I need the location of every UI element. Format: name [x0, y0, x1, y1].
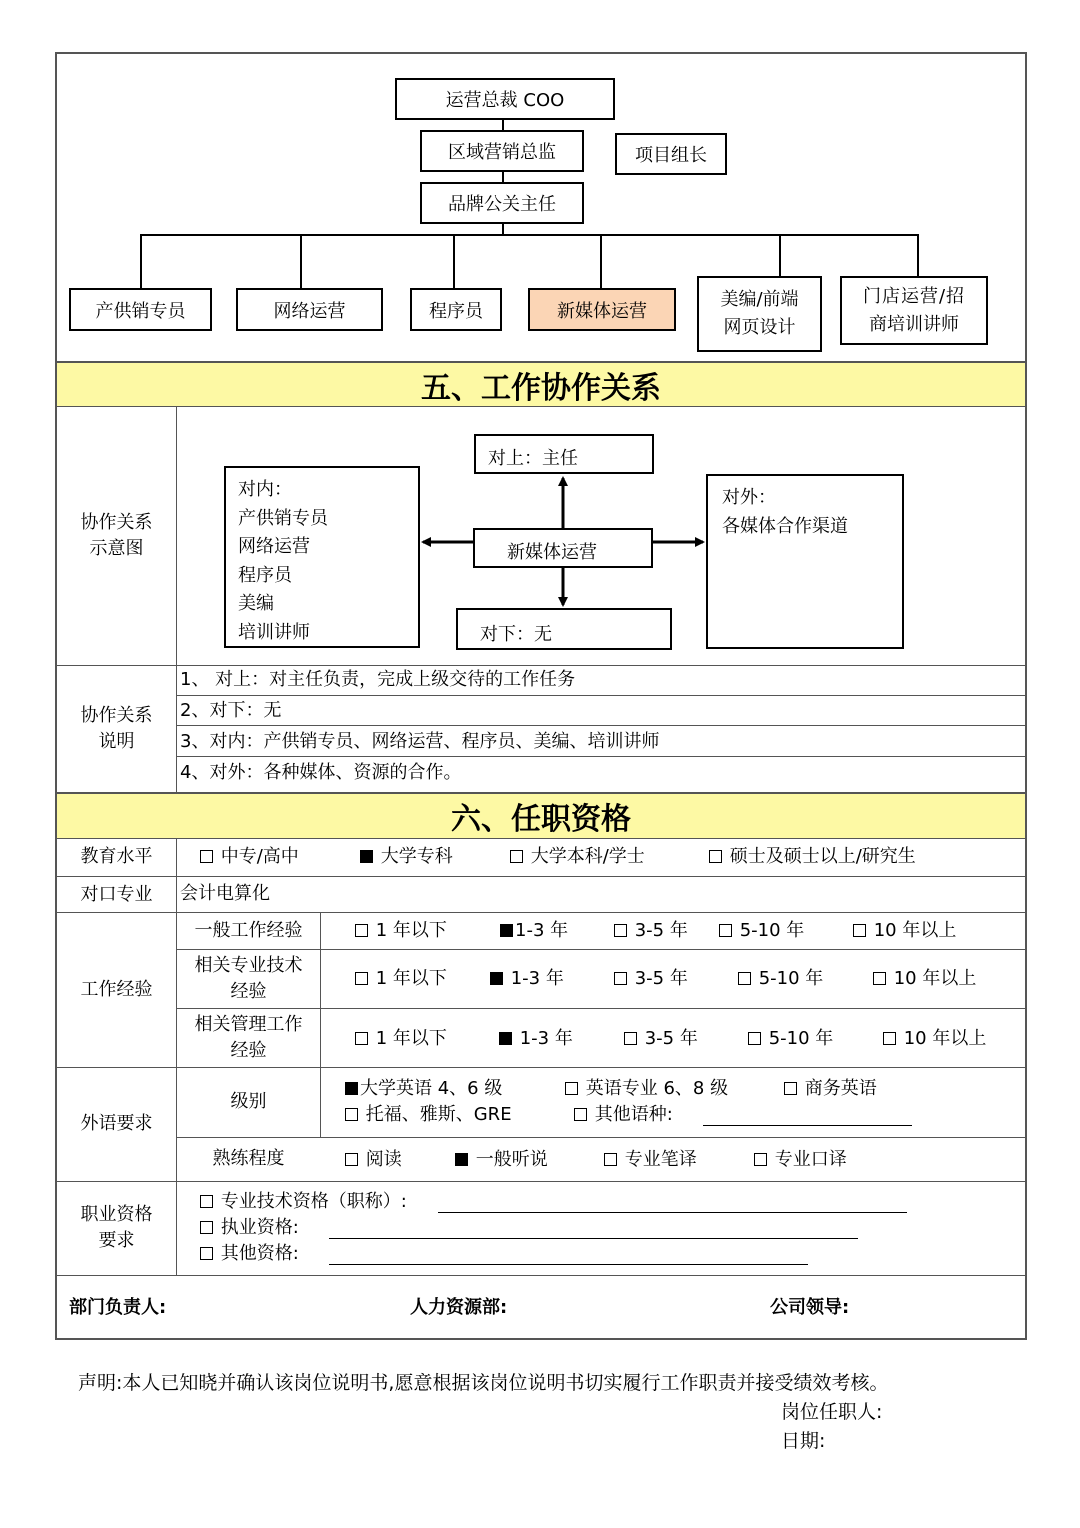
checkbox-icon[interactable] [510, 850, 523, 863]
checkbox-icon[interactable] [614, 972, 627, 985]
experience-option[interactable]: 10 年以上 [853, 920, 956, 942]
collab-internal-item: 美编 [238, 593, 274, 614]
checkbox-icon[interactable] [748, 1032, 761, 1045]
declaration-holder: 岗位任职人: [781, 1401, 883, 1423]
checkbox-icon[interactable] [614, 924, 627, 937]
org-node-network-ops-text: 网络运营 [273, 300, 346, 322]
org-node-coo-text: 运营总裁 COO [445, 90, 565, 111]
collab-external-item: 各媒体合作渠道 [722, 515, 848, 537]
divider [176, 756, 1027, 757]
experience-option[interactable]: 3-5 年 [614, 968, 688, 990]
language-proficiency-label: 熟练程度 [212, 1148, 285, 1169]
collab-external-title: 对外： [722, 487, 776, 508]
checkbox-icon[interactable] [200, 1195, 213, 1208]
description-row: 1、 对上：对主任负责，完成上级交待的工作任务 [180, 669, 576, 690]
education-label: 教育水平 [80, 846, 153, 867]
checkbox-icon[interactable] [604, 1153, 617, 1166]
checkbox-icon[interactable] [873, 972, 886, 985]
proficiency-option[interactable]: 专业口译 [754, 1149, 847, 1171]
experience-sublabel: 一般工作经验 [194, 919, 303, 941]
divider [55, 1275, 1027, 1276]
checkbox-icon[interactable] [709, 850, 722, 863]
qualification-blank[interactable] [329, 1238, 858, 1239]
major-value: 会计电算化 [180, 883, 270, 904]
education-option[interactable]: 中专/高中 [200, 846, 299, 868]
language-level-option[interactable]: 大学英语 4、6 级 [345, 1078, 502, 1100]
checkbox-icon[interactable] [200, 1221, 213, 1234]
collab-internal-item: 培训讲师 [238, 621, 310, 643]
description-label-line1: 协作关系 [80, 704, 153, 726]
checkbox-icon[interactable] [738, 972, 751, 985]
checkbox-checked-icon[interactable] [455, 1153, 468, 1166]
language-level-option[interactable]: 商务英语 [784, 1078, 877, 1100]
section-6-title [57, 794, 1025, 838]
language-label: 外语要求 [80, 1113, 153, 1134]
collab-internal-title: 对内： [238, 479, 292, 500]
sign-leader: 公司领导: [770, 1297, 850, 1318]
qualification-blank[interactable] [438, 1212, 907, 1213]
divider [55, 876, 1027, 877]
experience-option[interactable]: 1-3 年 [500, 920, 568, 942]
sign-dept-head: 部门负责人: [69, 1297, 167, 1318]
experience-option[interactable]: 3-5 年 [614, 920, 688, 942]
divider [55, 1181, 1027, 1182]
experience-option[interactable]: 5-10 年 [738, 968, 823, 990]
qualification-label: 职业资格 要求 [80, 1204, 153, 1251]
checkbox-icon[interactable] [853, 924, 866, 937]
collab-center-text: 新媒体运营 [507, 542, 597, 563]
checkbox-checked-icon[interactable] [345, 1082, 358, 1095]
org-node-store-line1: 门店运营/招 [862, 285, 966, 307]
other-language-blank[interactable] [703, 1125, 912, 1126]
sign-hr: 人力资源部: [410, 1297, 508, 1318]
checkbox-icon[interactable] [200, 1247, 213, 1260]
checkbox-icon[interactable] [754, 1153, 767, 1166]
divider [55, 838, 1027, 839]
checkbox-icon[interactable] [345, 1153, 358, 1166]
qualification-blank[interactable] [329, 1264, 808, 1265]
proficiency-option[interactable]: 阅读 [345, 1149, 402, 1171]
experience-option[interactable]: 1-3 年 [490, 968, 564, 990]
section-6-title-text: 六、任职资格 [451, 802, 631, 837]
qualification-option[interactable]: 其他资格: [200, 1243, 299, 1265]
checkbox-icon[interactable] [719, 924, 732, 937]
divider [176, 725, 1027, 726]
checkbox-icon[interactable] [200, 850, 213, 863]
description-label-line2: 说明 [98, 730, 135, 752]
diagram-label-line1: 协作关系 [80, 511, 153, 533]
proficiency-option[interactable]: 一般听说 [455, 1149, 548, 1171]
org-node-programmer-text: 程序员 [429, 300, 483, 322]
org-node-designer-line2: 网页设计 [723, 317, 796, 338]
checkbox-icon[interactable] [784, 1082, 797, 1095]
checkbox-checked-icon[interactable] [360, 850, 373, 863]
divider [55, 665, 1027, 666]
description-row: 2、对下：无 [180, 700, 282, 721]
checkbox-icon[interactable] [565, 1082, 578, 1095]
checkbox-icon[interactable] [355, 924, 368, 937]
checkbox-icon[interactable] [355, 972, 368, 985]
experience-option[interactable]: 1 年以下 [355, 968, 447, 990]
qualification-option[interactable]: 执业资格: [200, 1217, 299, 1239]
collab-internal-item: 产供销专员 [238, 507, 328, 529]
education-option[interactable]: 大学本科/学士 [510, 846, 645, 868]
experience-sublabel: 相关管理工作 经验 [194, 1013, 303, 1061]
checkbox-icon[interactable] [624, 1032, 637, 1045]
qualification-option[interactable]: 专业技术资格（职称）: [200, 1191, 407, 1213]
experience-option[interactable]: 5-10 年 [719, 920, 804, 942]
education-option[interactable]: 大学专科 [360, 846, 453, 868]
org-node-brand-pr-text: 品牌公关主任 [448, 194, 556, 215]
divider [176, 695, 1027, 696]
description-label [57, 665, 176, 792]
language-level-option[interactable]: 其他语种: [574, 1104, 673, 1126]
collab-arrows [0, 0, 1080, 700]
org-node-regional-director-text: 区域营销总监 [448, 142, 556, 163]
sublabel-column-divider [320, 912, 321, 1137]
checkbox-icon[interactable] [345, 1108, 358, 1121]
collab-down-text: 对下：无 [480, 624, 552, 645]
experience-option[interactable]: 5-10 年 [748, 1028, 833, 1050]
experience-option[interactable]: 3-5 年 [624, 1028, 698, 1050]
collab-up-text: 对上：主任 [488, 448, 578, 469]
org-node-supply-sales-text: 产供销专员 [95, 300, 186, 322]
proficiency-option[interactable]: 专业笔译 [604, 1149, 697, 1171]
org-node-new-media-text: 新媒体运营 [557, 300, 647, 322]
experience-option[interactable]: 1 年以下 [355, 920, 447, 942]
experience-option[interactable]: 10 年以上 [883, 1028, 986, 1050]
experience-sublabel: 相关专业技术 经验 [194, 954, 303, 1002]
experience-label: 工作经验 [80, 978, 153, 1000]
checkbox-checked-icon[interactable] [490, 972, 503, 985]
description-row: 4、对外：各种媒体、资源的合作。 [180, 762, 462, 783]
experience-option[interactable]: 10 年以上 [873, 968, 976, 990]
checkbox-checked-icon[interactable] [499, 1032, 512, 1045]
major-label: 对口专业 [80, 883, 153, 905]
education-option[interactable]: 硕士及硕士以上/研究生 [709, 846, 916, 868]
experience-option[interactable]: 1-3 年 [499, 1028, 573, 1050]
checkbox-icon[interactable] [574, 1108, 587, 1121]
collab-internal-item: 网络运营 [238, 536, 310, 557]
declaration-text: 声明:本人已知晓并确认该岗位说明书,愿意根据该岗位说明书切实履行工作职责并接受绩效考核。 [78, 1372, 889, 1394]
checkbox-icon[interactable] [883, 1032, 896, 1045]
language-level-option[interactable]: 托福、雅斯、GRE [345, 1104, 512, 1126]
declaration-date: 日期: [781, 1430, 826, 1452]
checkbox-icon[interactable] [355, 1032, 368, 1045]
experience-option[interactable]: 1 年以下 [355, 1028, 447, 1050]
diagram-label-line2: 示意图 [89, 537, 144, 559]
org-node-designer-line1: 美编/前端 [720, 289, 799, 310]
language-level-option[interactable]: 英语专业 6、8 级 [565, 1078, 728, 1100]
description-row: 3、对内：产供销专员、网络运营、程序员、美编、培训讲师 [180, 731, 660, 752]
section-5-title-text: 五、工作协作关系 [421, 370, 661, 406]
org-node-project-leader-text: 项目组长 [635, 145, 707, 166]
org-node-store-line2: 商培训讲师 [869, 313, 959, 335]
collab-internal-item: 程序员 [238, 564, 292, 586]
language-level-label: 级别 [230, 1091, 267, 1112]
checkbox-checked-icon[interactable] [500, 924, 513, 937]
